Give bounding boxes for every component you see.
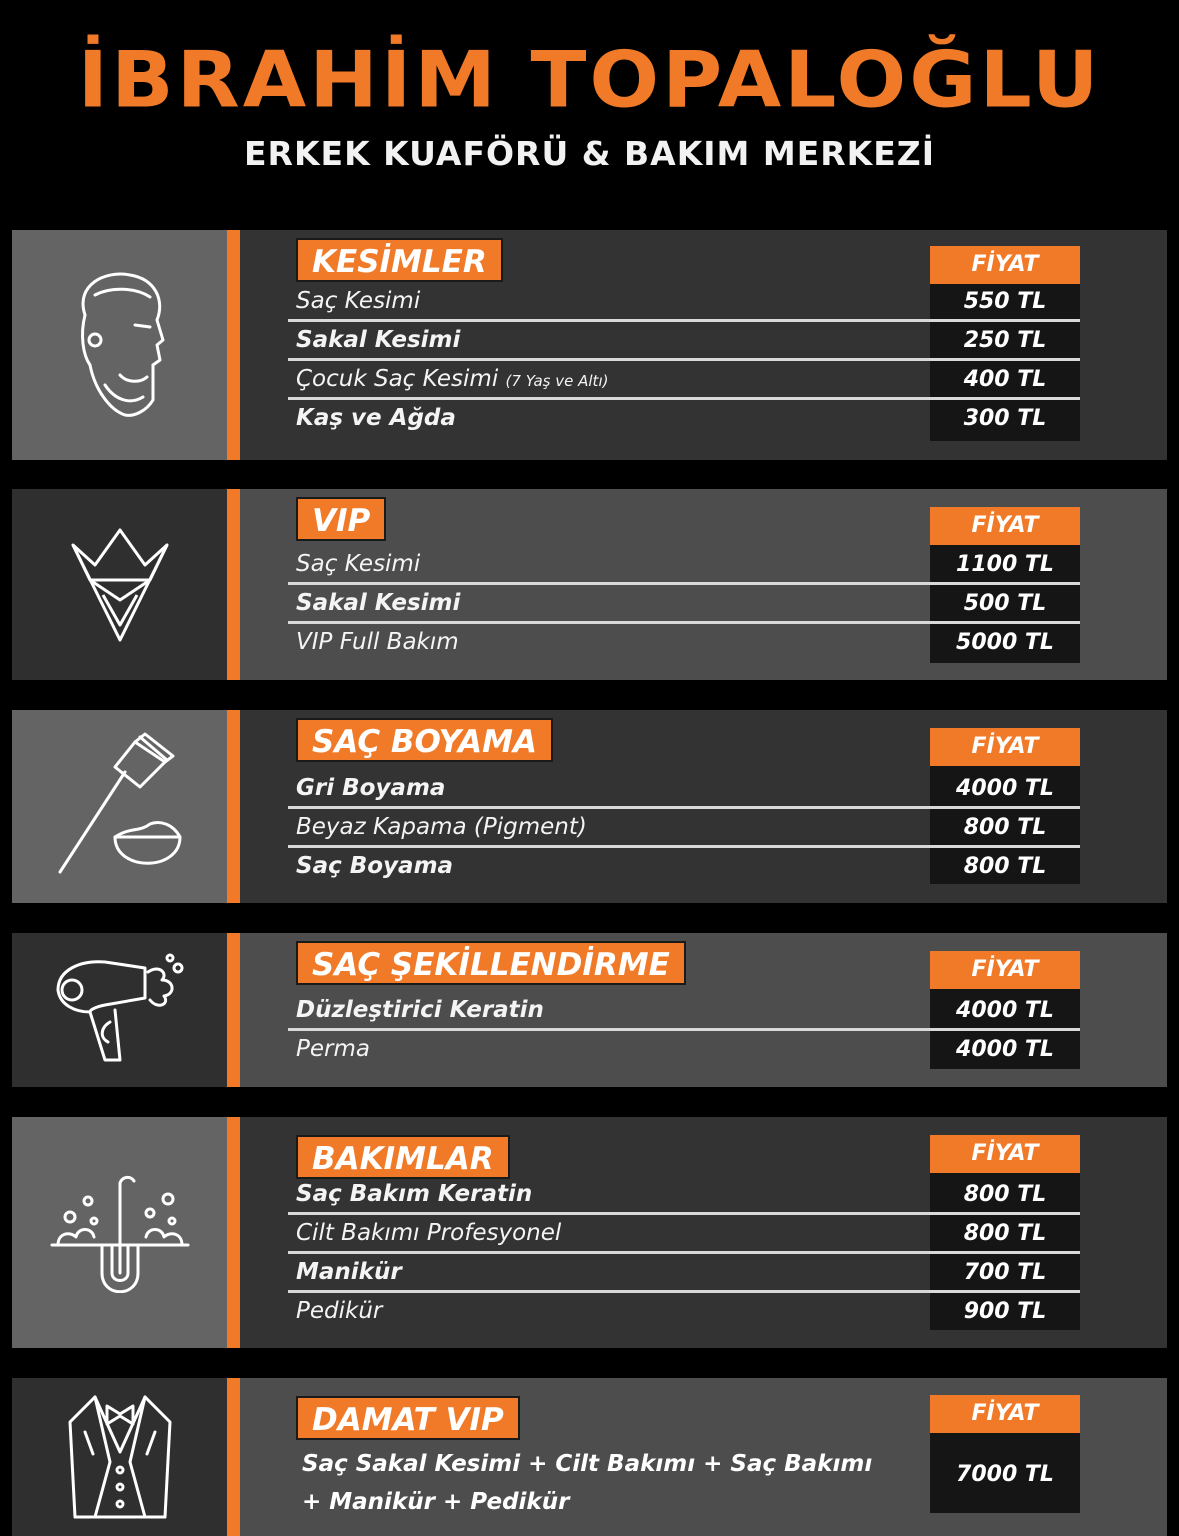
item-price: 4000 TL xyxy=(956,998,1054,1023)
list-item xyxy=(288,1456,1080,1495)
list-item xyxy=(288,361,1080,400)
brand-subtitle: ERKEK KUAFÖRÜ & BAKIM MERKEZİ xyxy=(244,134,935,173)
price-header: FİYAT xyxy=(930,951,1080,989)
list-item xyxy=(288,1293,1080,1332)
item-name: Cilt Bakımı Profesyonel xyxy=(296,1220,562,1246)
item-name: Kaş ve Ağda xyxy=(296,405,456,431)
item-name xyxy=(296,361,608,398)
section-title: VIP xyxy=(296,497,386,541)
item-name: Saç Boyama xyxy=(296,853,454,879)
item-name: Beyaz Kapama (Pigment) xyxy=(296,814,587,840)
price-header: FİYAT xyxy=(930,1395,1080,1433)
item-price: 900 TL xyxy=(963,1299,1047,1324)
item-name: Düzleştirici Keratin xyxy=(296,997,544,1023)
section-title: BAKIMLAR xyxy=(296,1135,510,1179)
item-price: 500 TL xyxy=(963,591,1047,616)
accent-bar xyxy=(227,710,240,903)
section-icon-cell xyxy=(12,230,227,460)
dye-brush-bowl-icon xyxy=(55,732,185,882)
list-item xyxy=(288,992,1080,1031)
item-price: 400 TL xyxy=(963,367,1047,392)
list-item xyxy=(288,624,1080,663)
hair-follicle-icon xyxy=(50,1173,190,1293)
item-name: Gri Boyama xyxy=(296,775,446,801)
section-icon-cell xyxy=(12,1378,227,1536)
list-item xyxy=(288,585,1080,624)
list-item xyxy=(288,1031,1080,1070)
list-item xyxy=(288,322,1080,361)
item-name: Saç Kesimi xyxy=(296,288,421,314)
item-name: VIP Full Bakım xyxy=(296,629,459,655)
item-price: 800 TL xyxy=(963,854,1047,879)
price-header: FİYAT xyxy=(930,1135,1080,1173)
section-kesimler xyxy=(12,230,1167,460)
item-price: 4000 TL xyxy=(956,1037,1054,1062)
item-price: 4000 TL xyxy=(956,776,1054,801)
list-item xyxy=(288,546,1080,585)
bearded-man-icon xyxy=(65,265,175,425)
section-title: SAÇ ŞEKİLLENDİRME xyxy=(296,941,686,985)
price-header: FİYAT xyxy=(930,246,1080,284)
section-content xyxy=(240,489,1167,680)
section-sac-boyama xyxy=(12,710,1167,903)
brand-title: İBRAHİM TOPALOĞLU xyxy=(77,35,1102,126)
section-title: SAÇ BOYAMA xyxy=(296,718,553,762)
package-line-2: + Manikür + Pedikür xyxy=(302,1489,570,1515)
item-name: Saç Bakım Keratin xyxy=(296,1181,533,1207)
list-item xyxy=(288,848,1080,887)
package-line-1: Saç Sakal Kesimi + Cilt Bakımı + Saç Bakımı xyxy=(302,1451,873,1477)
item-name: Sakal Kesimi xyxy=(296,327,461,353)
item-price: 800 TL xyxy=(963,815,1047,840)
section-icon-cell xyxy=(12,710,227,903)
item-price: 800 TL xyxy=(963,1182,1047,1207)
section-icon-cell xyxy=(12,489,227,680)
item-price: 800 TL xyxy=(963,1221,1047,1246)
section-content xyxy=(240,1378,1167,1536)
item-price: 7000 TL xyxy=(956,1462,1054,1487)
section-icon-cell xyxy=(12,1117,227,1348)
item-name-text: Çocuk Saç Kesimi xyxy=(296,366,499,392)
section-content xyxy=(240,230,1167,460)
section-damat-vip xyxy=(12,1378,1167,1536)
item-price: 700 TL xyxy=(963,1260,1047,1285)
section-vip xyxy=(12,489,1167,680)
item-price: 1100 TL xyxy=(956,552,1054,577)
hair-dryer-icon xyxy=(50,950,190,1070)
list-item xyxy=(288,809,1080,848)
accent-bar xyxy=(227,489,240,680)
crown-v-icon xyxy=(65,525,175,645)
item-price: 550 TL xyxy=(963,289,1047,314)
section-icon-cell xyxy=(12,933,227,1087)
item-note: (7 Yaş ve Altı) xyxy=(505,372,609,390)
item-name: Saç Kesimi xyxy=(296,551,421,577)
accent-bar xyxy=(227,1117,240,1348)
list-item xyxy=(288,1254,1080,1293)
item-price: 250 TL xyxy=(963,328,1047,353)
list-item xyxy=(288,1176,1080,1215)
section-bakimlar xyxy=(12,1117,1167,1348)
section-content xyxy=(240,710,1167,903)
accent-bar xyxy=(227,1378,240,1536)
section-sac-sekillendirme xyxy=(12,933,1167,1087)
item-price: 5000 TL xyxy=(956,630,1054,655)
accent-bar xyxy=(227,230,240,460)
section-title: KESİMLER xyxy=(296,238,503,282)
item-name: Sakal Kesimi xyxy=(296,590,461,616)
item-name: Manikür xyxy=(296,1259,402,1285)
list-item xyxy=(288,770,1080,809)
price-header: FİYAT xyxy=(930,507,1080,545)
tuxedo-icon xyxy=(65,1392,175,1522)
list-item xyxy=(288,1215,1080,1254)
item-name: Perma xyxy=(296,1036,370,1062)
accent-bar xyxy=(227,933,240,1087)
item-price: 300 TL xyxy=(963,406,1047,431)
section-content xyxy=(240,933,1167,1087)
item-name: Pedikür xyxy=(296,1298,383,1324)
list-item xyxy=(288,400,1080,439)
price-header: FİYAT xyxy=(930,728,1080,766)
list-item xyxy=(288,283,1080,322)
section-title: DAMAT VIP xyxy=(296,1396,520,1440)
section-content xyxy=(240,1117,1167,1348)
